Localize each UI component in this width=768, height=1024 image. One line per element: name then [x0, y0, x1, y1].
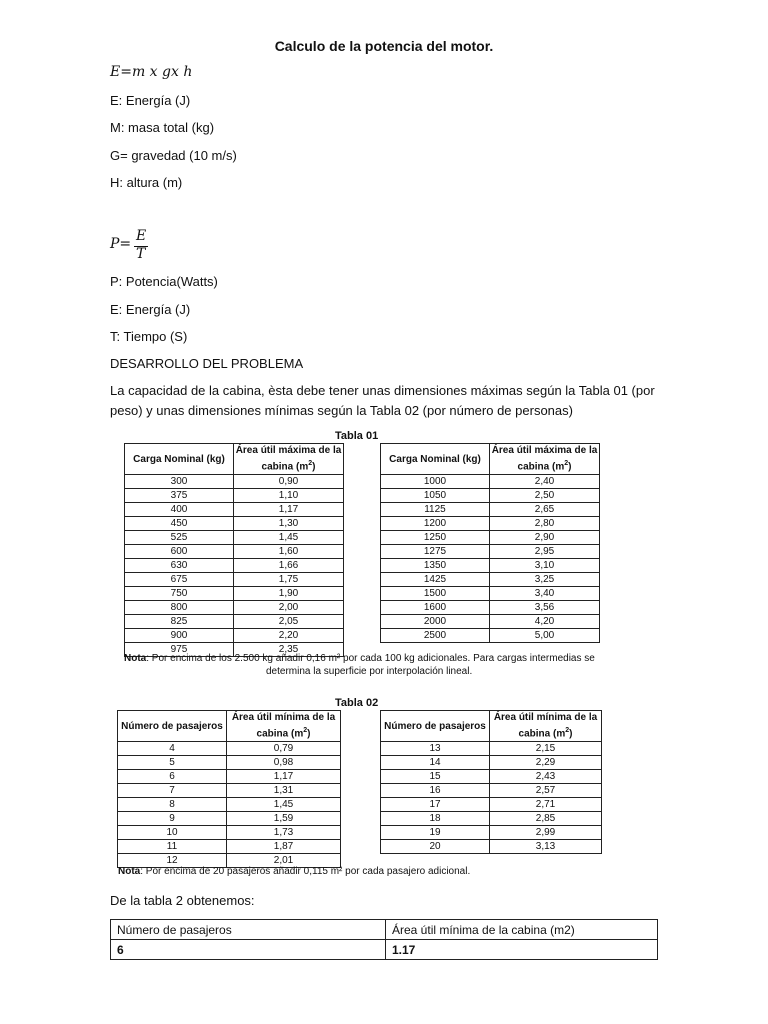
tabla01-right-header-load: Carga Nominal (kg): [381, 444, 490, 475]
tabla01-left-area-cell: 2,05: [234, 615, 344, 629]
tabla02-right-key-cell: 13: [381, 742, 490, 756]
tabla01-left-key-cell: 400: [125, 503, 234, 517]
tabla01-left-row: [125, 629, 344, 643]
tabla01-caption: Tabla 01: [335, 430, 379, 442]
tabla01-right-row: [381, 601, 600, 615]
result-value-row: [111, 940, 658, 960]
power-formula-denominator: T: [136, 246, 146, 262]
tabla01-right-key-cell: 1350: [381, 559, 490, 573]
def-power: P: Potencia(Watts): [110, 274, 218, 289]
tabla01-note: [124, 652, 644, 678]
tabla02-left-area-cell: 1,73: [227, 826, 341, 840]
tabla02-right-key-cell: 18: [381, 812, 490, 826]
tabla01-right-area-cell: 3,25: [490, 573, 600, 587]
result-value-area: 1.17: [386, 940, 658, 960]
tabla02-right-row: [381, 798, 602, 812]
tabla02-left-row: [118, 770, 341, 784]
tabla01-right-row: [381, 573, 600, 587]
def-mass: M: masa total (kg): [110, 120, 215, 135]
tabla01-right-row: [381, 587, 600, 601]
tabla01-left-row: [125, 475, 344, 489]
tabla01-right-key-cell: 2500: [381, 629, 490, 643]
tabla01-left-area-cell: 2,35: [234, 643, 344, 657]
tabla02-note-text: : Por encima de 20 pasajeros añadir 0,115 m² por cada pasajero adicional.: [140, 866, 471, 877]
tabla02-right-area-cell: 2,57: [490, 784, 602, 798]
tabla02-left-row: [118, 798, 341, 812]
tabla02-left-area-cell: 1,45: [227, 798, 341, 812]
tabla02-right-row: [381, 840, 602, 854]
tabla01-left-area-cell: 1,75: [234, 573, 344, 587]
tabla02-right-row: [381, 826, 602, 840]
tabla01-note-line2: determina la superficie por interpolación lineal.: [266, 666, 473, 677]
tabla01-right-row: [381, 615, 600, 629]
tabla01-right-key-cell: 1000: [381, 475, 490, 489]
tabla02-right-key-cell: 15: [381, 770, 490, 784]
tabla01-right-area-cell: 2,90: [490, 531, 600, 545]
tabla01-left-row: [125, 587, 344, 601]
tabla01-left-row: [125, 615, 344, 629]
tabla01-right-area-cell: 3,56: [490, 601, 600, 615]
intro-paragraph: La capacidad de la cabina, èsta debe tener unas dimensiones máximas según la Tabla 01 (por peso) y unas dimensiones mínimas según la Tabla 02 (por número de personas): [110, 383, 655, 418]
tabla01-left-header-area: Área útil máxima de la cabina $(m^2)$: [234, 444, 344, 475]
tabla02-right-header-passengers: Número de pasajeros: [381, 711, 490, 742]
tabla01-right-key-cell: 1200: [381, 517, 490, 531]
tabla02-right-key-cell: 16: [381, 784, 490, 798]
tabla01-left-area-cell: 2,20: [234, 629, 344, 643]
tabla02-left-key-cell: 9: [118, 812, 227, 826]
tabla01-left-key-cell: 825: [125, 615, 234, 629]
tabla02-note-label: Nota: [118, 866, 141, 877]
tabla01-left-area-cell: 0,90: [234, 475, 344, 489]
tabla01-left-key-cell: 525: [125, 531, 234, 545]
result-header-passengers: Número de pasajeros: [111, 920, 386, 940]
tabla02-left-area-cell: 1,87: [227, 840, 341, 854]
tabla01-left-area-cell: 1,17: [234, 503, 344, 517]
def-time: T: Tiempo (S): [110, 329, 188, 344]
page-title: Calculo de la potencia del motor.: [274, 38, 494, 54]
tabla01-left-area-cell: 2,00: [234, 601, 344, 615]
def-height: H: altura (m): [110, 175, 183, 190]
tabla01-right-area-cell: 3,40: [490, 587, 600, 601]
def-energy-2: E: Energía (J): [110, 302, 191, 317]
tabla02-left-header-passengers: Número de pasajeros: [118, 711, 227, 742]
tabla02-right-row: [381, 770, 602, 784]
tabla01-right-key-cell: 1600: [381, 601, 490, 615]
tabla02-left-key-cell: 10: [118, 826, 227, 840]
tabla01-right-header-area: Área útil máxima de la cabina $(m^2)$: [490, 444, 600, 475]
tabla01-right-row: [381, 559, 600, 573]
tabla01-left: [124, 443, 344, 657]
tabla02-left-row: [118, 756, 341, 770]
tabla02-left-header-area: Área útil mínima de la cabina $(m^2)$: [227, 711, 341, 742]
tabla01-right-row: [381, 629, 600, 643]
tabla02-left-area-cell: 1,31: [227, 784, 341, 798]
tabla01-left-row: [125, 545, 344, 559]
tabla01-left-row: [125, 601, 344, 615]
tabla02-right-key-cell: 20: [381, 840, 490, 854]
tabla01-note-line1: : Por encima de los 2.500 kg añadir 0,16 m² por cada 100 kg adicionales. Para cargas intermedias se: [146, 653, 595, 664]
tabla01-right-area-cell: 3,10: [490, 559, 600, 573]
tabla01-right-key-cell: 1250: [381, 531, 490, 545]
tabla01-left-row: [125, 503, 344, 517]
tabla01-left-key-cell: 600: [125, 545, 234, 559]
tabla01-right-key-cell: 1275: [381, 545, 490, 559]
tabla02-right-key-cell: 17: [381, 798, 490, 812]
tabla01-right-row: [381, 531, 600, 545]
def-gravity: G= gravedad (10 m/s): [110, 148, 237, 163]
result-header-row: [111, 920, 658, 940]
tabla01-right-row: [381, 545, 600, 559]
tabla02-left: [117, 710, 341, 868]
result-value-passengers: 6: [111, 940, 386, 960]
tabla02-left-key-cell: 11: [118, 840, 227, 854]
tabla02-note: [118, 865, 638, 878]
tabla02-right-area-cell: 2,29: [490, 756, 602, 770]
energy-formula: E=m x gx h: [110, 64, 193, 80]
tabla01-right-key-cell: 1425: [381, 573, 490, 587]
tabla02-left-key-cell: 8: [118, 798, 227, 812]
tabla02-right-area-cell: 2,85: [490, 812, 602, 826]
tabla01-left-area-cell: 1,30: [234, 517, 344, 531]
obtain-text: De la tabla 2 obtenemos:: [110, 893, 255, 908]
tabla01-left-row: [125, 531, 344, 545]
tabla01-right-key-cell: 1500: [381, 587, 490, 601]
tabla01-left-key-cell: 450: [125, 517, 234, 531]
tabla02-right-key-cell: 14: [381, 756, 490, 770]
tabla01-left-key-cell: 900: [125, 629, 234, 643]
tabla02-left-area-cell: 2,01: [227, 854, 341, 868]
tabla02-right: [380, 710, 602, 854]
tabla02-right-area-cell: 3,13: [490, 840, 602, 854]
tabla01-right-row: [381, 475, 600, 489]
tabla01-left-row: [125, 573, 344, 587]
tabla01-right-area-cell: 2,65: [490, 503, 600, 517]
tabla02-left-key-cell: 7: [118, 784, 227, 798]
tabla02-left-area-cell: 0,98: [227, 756, 341, 770]
tabla01-left-key-cell: 975: [125, 643, 234, 657]
tabla02-left-key-cell: 6: [118, 770, 227, 784]
tabla01-left-key-cell: 630: [125, 559, 234, 573]
tabla02-left-key-cell: 4: [118, 742, 227, 756]
section-heading: DESARROLLO DEL PROBLEMA: [110, 356, 304, 371]
result-table: [110, 919, 658, 960]
tabla02-left-area-cell: 1,17: [227, 770, 341, 784]
tabla02-right-row: [381, 784, 602, 798]
tabla01-left-key-cell: 675: [125, 573, 234, 587]
tabla01-right-key-cell: 1125: [381, 503, 490, 517]
tabla01-right-row: [381, 489, 600, 503]
tabla01-left-row: [125, 559, 344, 573]
tabla02-left-row: [118, 812, 341, 826]
tabla02-left-row: [118, 742, 341, 756]
tabla01-left-key-cell: 300: [125, 475, 234, 489]
tabla02-left-area-cell: 0,79: [227, 742, 341, 756]
tabla02-right-area-cell: 2,43: [490, 770, 602, 784]
def-energy: E: Energía (J): [110, 93, 191, 108]
power-formula-numerator: E: [136, 228, 147, 244]
tabla02-left-row: [118, 784, 341, 798]
tabla01-left-area-cell: 1,90: [234, 587, 344, 601]
tabla01-left-area-cell: 1,10: [234, 489, 344, 503]
tabla01-right-area-cell: 2,40: [490, 475, 600, 489]
tabla01-left-key-cell: 800: [125, 601, 234, 615]
tabla01-right-key-cell: 1050: [381, 489, 490, 503]
tabla01-left-area-cell: 1,60: [234, 545, 344, 559]
tabla01-right: [380, 443, 600, 643]
tabla02-left-area-cell: 1,59: [227, 812, 341, 826]
tabla01-left-area-cell: 1,45: [234, 531, 344, 545]
tabla01-right-row: [381, 503, 600, 517]
tabla02-caption: Tabla 02: [335, 697, 379, 709]
tabla02-left-row: [118, 840, 341, 854]
tabla01-right-area-cell: 2,80: [490, 517, 600, 531]
tabla01-right-key-cell: 2000: [381, 615, 490, 629]
tabla01-right-area-cell: 5,00: [490, 629, 600, 643]
tabla01-right-area-cell: 4,20: [490, 615, 600, 629]
tabla01-left-row: [125, 489, 344, 503]
result-header-area: Área útil mínima de la cabina (m2): [386, 920, 658, 940]
tabla02-right-header-area: Área útil mínima de la cabina $(m^2)$: [490, 711, 602, 742]
tabla01-note-label: Nota: [124, 653, 147, 664]
tabla01-right-area-cell: 2,95: [490, 545, 600, 559]
tabla02-right-area-cell: 2,71: [490, 798, 602, 812]
tabla02-right-row: [381, 812, 602, 826]
tabla01-left-key-cell: 750: [125, 587, 234, 601]
tabla01-left-area-cell: 1,66: [234, 559, 344, 573]
power-formula-lhs: P=: [110, 236, 132, 252]
tabla02-left-row: [118, 826, 341, 840]
tabla02-right-row: [381, 756, 602, 770]
tabla01-right-area-cell: 2,50: [490, 489, 600, 503]
tabla02-left-key-cell: 5: [118, 756, 227, 770]
tabla01-left-key-cell: 375: [125, 489, 234, 503]
tabla02-right-key-cell: 19: [381, 826, 490, 840]
tabla02-right-row: [381, 742, 602, 756]
tabla02-right-area-cell: 2,15: [490, 742, 602, 756]
tabla02-right-area-cell: 2,99: [490, 826, 602, 840]
tabla01-left-header-load: Carga Nominal (kg): [125, 444, 234, 475]
tabla01-left-row: [125, 517, 344, 531]
tabla01-right-row: [381, 517, 600, 531]
tabla02-left-key-cell: 12: [118, 854, 227, 868]
